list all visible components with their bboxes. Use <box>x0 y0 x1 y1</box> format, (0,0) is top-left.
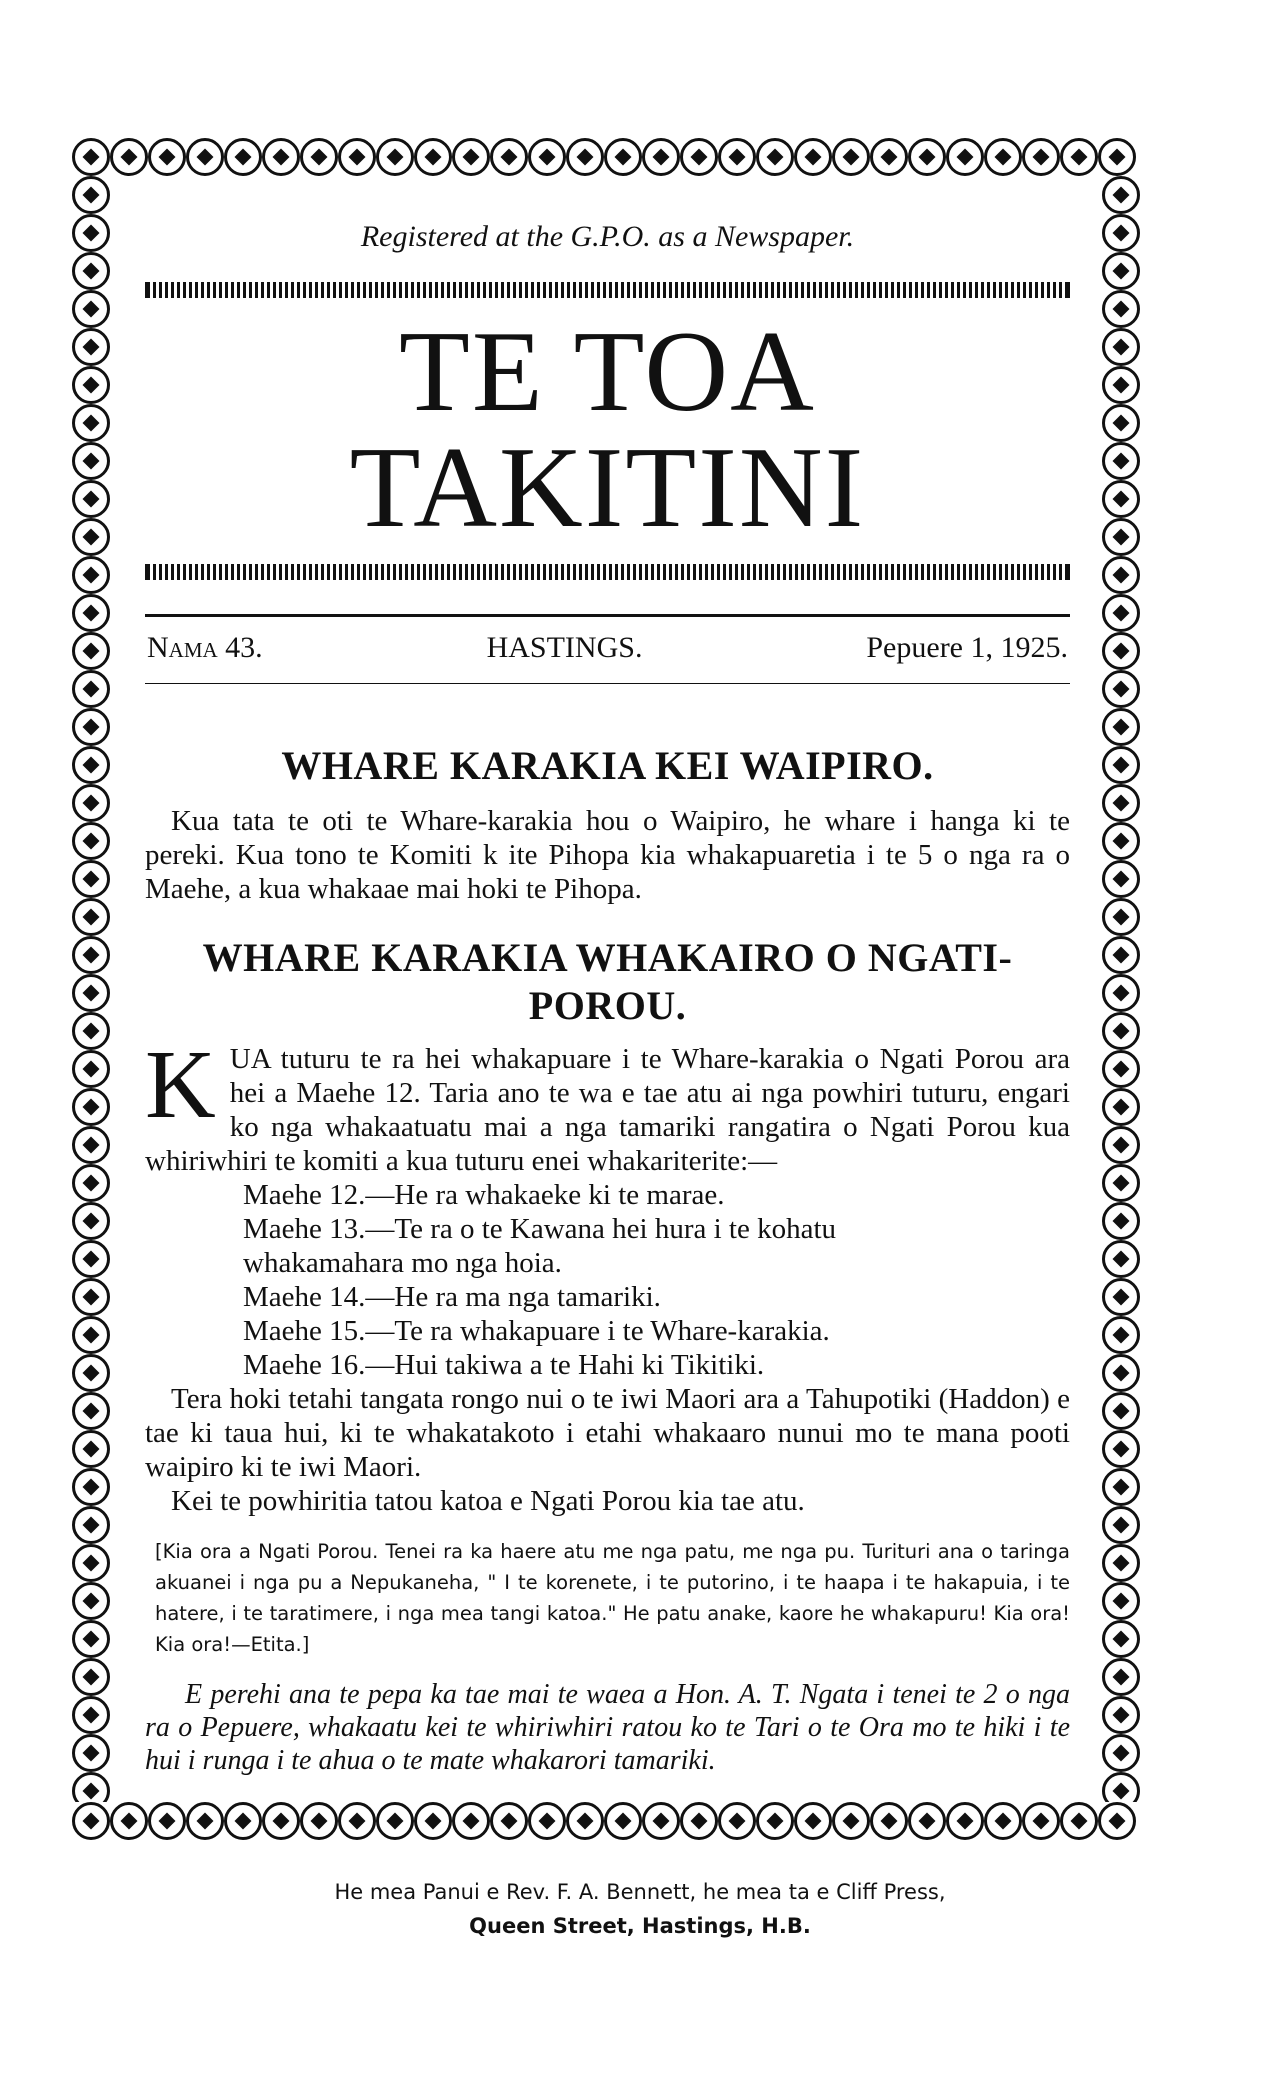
border-ornament-icon <box>1102 1164 1140 1202</box>
border-ornament-icon <box>72 442 110 480</box>
border-ornament-icon <box>72 518 110 556</box>
border-ornament-icon <box>984 138 1022 176</box>
border-ornament-icon <box>528 138 566 176</box>
border-ornament-icon <box>566 1802 604 1840</box>
border-ornament-icon <box>72 822 110 860</box>
border-ornament-icon <box>72 480 110 518</box>
border-ornament-icon <box>72 1696 110 1734</box>
issue-place: HASTINGS. <box>486 631 643 664</box>
border-ornament-icon <box>148 1802 186 1840</box>
border-ornament-icon <box>186 1802 224 1840</box>
article2-schedule <box>145 1178 1070 1382</box>
imprint-footer <box>0 1875 1280 1943</box>
border-ornament-icon <box>1102 404 1140 442</box>
border-ornament-icon <box>1060 1802 1098 1840</box>
imprint-line-2: Queen Street, Hastings, H.B. <box>469 1914 811 1938</box>
schedule-item: Maehe 15.—Te ra whakapuare i te Whare-karakia. <box>243 1315 830 1347</box>
border-ornament-icon <box>1102 1468 1140 1506</box>
border-ornament-icon <box>72 1126 110 1164</box>
border-ornament-icon <box>72 1240 110 1278</box>
border-ornament-icon <box>1022 1802 1060 1840</box>
border-ornament-icon <box>1102 480 1140 518</box>
border-ornament-icon <box>72 1316 110 1354</box>
border-ornament-icon <box>72 1544 110 1582</box>
article2-lead-paragraph <box>145 1031 1070 1178</box>
border-ornament-icon <box>1102 708 1140 746</box>
border-ornament-icon <box>72 1772 110 1802</box>
schedule-item: Maehe 16.—Hui takiwa a te Hahi ki Tikitiki. <box>243 1349 765 1381</box>
border-ornament-icon <box>72 366 110 404</box>
border-ornament-icon <box>1102 670 1140 708</box>
border-ornament-icon <box>680 138 718 176</box>
border-ornament-icon <box>300 1802 338 1840</box>
border-ornament-icon <box>718 1802 756 1840</box>
border-ornament-icon <box>1102 1088 1140 1126</box>
border-ornament-icon <box>1102 1012 1140 1050</box>
border-ornament-icon <box>72 974 110 1012</box>
border-ornament-icon <box>1102 328 1140 366</box>
editor-note: [Kia ora a Ngati Porou. Tenei ra ka haere atu me nga patu, me nga pu. Turituri ana o taringa akuanei i nga pu a Nepukaneha, " I te korenete, i te putorino, i te haapa i te hakapuia, i te hatere, i te taratimere, i nga mea tangi katoa." He patu anake, kaore he whakapuru! Kia ora! Kia ora!—Etita.] <box>155 1540 1070 1656</box>
border-ornament-icon <box>1102 1316 1140 1354</box>
masthead-top-rule <box>145 282 1070 298</box>
border-ornament-icon <box>1102 518 1140 556</box>
border-ornament-icon <box>72 1582 110 1620</box>
border-ornament-icon <box>72 1012 110 1050</box>
border-ornament-icon <box>908 1802 946 1840</box>
border-ornament-icon <box>72 176 110 214</box>
border-ornament-icon <box>490 138 528 176</box>
border-ornament-icon <box>72 404 110 442</box>
border-ornament-icon <box>72 746 110 784</box>
top-ornament-border <box>72 138 1140 176</box>
border-ornament-icon <box>72 290 110 328</box>
border-ornament-icon <box>1102 1354 1140 1392</box>
border-ornament-icon <box>72 1354 110 1392</box>
border-ornament-icon <box>1102 1202 1140 1240</box>
border-ornament-icon <box>72 1620 110 1658</box>
border-ornament-icon <box>1102 1050 1140 1088</box>
border-ornament-icon <box>110 1802 148 1840</box>
issue-number: Nama 43. <box>147 631 263 664</box>
border-ornament-icon <box>72 328 110 366</box>
border-ornament-icon <box>1102 784 1140 822</box>
border-ornament-icon <box>794 138 832 176</box>
border-ornament-icon <box>1102 1582 1140 1620</box>
border-ornament-icon <box>338 138 376 176</box>
bottom-ornament-border <box>72 1802 1140 1840</box>
article1-body: Kua tata te oti te Whare-karakia hou o Waipiro, he whare i hanga ki te pereki. Kua tono te Komiti k ite Pihopa kia whakapuaretia i te 5 o nga ra o Maehe, a kua whakaae mai hoki te Pihopa. <box>145 805 1070 905</box>
border-ornament-icon <box>72 1164 110 1202</box>
border-ornament-icon <box>72 1802 110 1840</box>
border-ornament-icon <box>1102 746 1140 784</box>
border-ornament-icon <box>1102 822 1140 860</box>
border-ornament-icon <box>680 1802 718 1840</box>
border-ornament-icon <box>1102 1620 1140 1658</box>
border-ornament-icon <box>1098 138 1136 176</box>
border-ornament-icon <box>1102 252 1140 290</box>
border-ornament-icon <box>338 1802 376 1840</box>
left-ornament-border <box>72 176 110 1802</box>
issue-bottom-rule <box>145 683 1070 684</box>
border-ornament-icon <box>72 1506 110 1544</box>
border-ornament-icon <box>376 1802 414 1840</box>
border-ornament-icon <box>566 138 604 176</box>
border-ornament-icon <box>946 1802 984 1840</box>
border-ornament-icon <box>376 138 414 176</box>
border-ornament-icon <box>1102 290 1140 328</box>
border-ornament-icon <box>72 594 110 632</box>
border-ornament-icon <box>186 138 224 176</box>
border-ornament-icon <box>604 138 642 176</box>
border-ornament-icon <box>1102 214 1140 252</box>
border-ornament-icon <box>528 1802 566 1840</box>
border-ornament-icon <box>262 138 300 176</box>
border-ornament-icon <box>984 1802 1022 1840</box>
article1-title: WHARE KARAKIA KEI WAIPIRO. <box>281 743 934 788</box>
article2-para3: Kei te powhiritia tatou katoa e Ngati Porou kia tae atu. <box>171 1485 805 1517</box>
article2-para2: Tera hoki tetahi tangata rongo nui o te iwi Maori ara a Tahupotiki (Haddon) e tae ki taua hui, ki te whakatakoto i etahi whakaaro nunui mo te mana pooti waipiro ki te iwi Maori. <box>145 1383 1070 1483</box>
border-ornament-icon <box>604 1802 642 1840</box>
border-ornament-icon <box>642 138 680 176</box>
border-ornament-icon <box>72 1050 110 1088</box>
border-ornament-icon <box>224 1802 262 1840</box>
registered-notice: Registered at the G.P.O. as a Newspaper. <box>360 220 855 253</box>
border-ornament-icon <box>72 252 110 290</box>
border-ornament-icon <box>1102 366 1140 404</box>
border-ornament-icon <box>414 138 452 176</box>
border-ornament-icon <box>1102 1696 1140 1734</box>
stop-press-note: E perehi ana te pepa ka tae mai te waea a Hon. A. T. Ngata i tenei te 2 o nga ra o Pepuere, whakaatu kei te whiriwhiri ratou ko te Tari o te Ora mo te hiki i te hui i runga i te ahua o te mate whakarori tamariki. <box>145 1679 1070 1776</box>
border-ornament-icon <box>72 670 110 708</box>
border-ornament-icon <box>148 138 186 176</box>
border-ornament-icon <box>224 138 262 176</box>
border-ornament-icon <box>1102 1544 1140 1582</box>
border-ornament-icon <box>490 1802 528 1840</box>
border-ornament-icon <box>756 1802 794 1840</box>
article2-title: WHARE KARAKIA WHAKAIRO O NGATI-POROU. <box>202 935 1013 1028</box>
border-ornament-icon <box>1102 1734 1140 1772</box>
border-ornament-icon <box>110 138 148 176</box>
border-ornament-icon <box>1060 138 1098 176</box>
border-ornament-icon <box>72 860 110 898</box>
border-ornament-icon <box>794 1802 832 1840</box>
border-ornament-icon <box>1102 1772 1140 1802</box>
border-ornament-icon <box>718 138 756 176</box>
border-ornament-icon <box>870 138 908 176</box>
border-ornament-icon <box>72 1430 110 1468</box>
border-ornament-icon <box>452 138 490 176</box>
border-ornament-icon <box>72 1658 110 1696</box>
border-ornament-icon <box>1102 594 1140 632</box>
border-ornament-icon <box>300 138 338 176</box>
border-ornament-icon <box>870 1802 908 1840</box>
border-ornament-icon <box>756 138 794 176</box>
masthead-title: TE TOA TAKITINI <box>349 308 866 552</box>
border-ornament-icon <box>1102 556 1140 594</box>
border-ornament-icon <box>642 1802 680 1840</box>
border-ornament-icon <box>1102 936 1140 974</box>
border-ornament-icon <box>1102 1126 1140 1164</box>
issue-line <box>145 617 1070 683</box>
border-ornament-icon <box>1102 1506 1140 1544</box>
border-ornament-icon <box>72 898 110 936</box>
schedule-item: Maehe 12.—He ra whakaeke ki te marae. <box>243 1179 725 1211</box>
border-ornament-icon <box>1102 632 1140 670</box>
schedule-item: Maehe 13.—Te ra o te Kawana hei hura i te kohatu <box>243 1213 837 1245</box>
border-ornament-icon <box>72 1202 110 1240</box>
border-ornament-icon <box>1102 176 1140 214</box>
border-ornament-icon <box>72 556 110 594</box>
border-ornament-icon <box>72 1278 110 1316</box>
schedule-item: Maehe 14.—He ra ma nga tamariki. <box>243 1281 661 1313</box>
border-ornament-icon <box>72 1392 110 1430</box>
border-ornament-icon <box>72 936 110 974</box>
page-content <box>145 200 1070 1777</box>
article2-dropcap: K <box>145 1031 216 1139</box>
border-ornament-icon <box>1102 1278 1140 1316</box>
imprint-line-1: He mea Panui e Rev. F. A. Bennett, he mea ta e Cliff Press, <box>334 1880 946 1904</box>
schedule-item-continuation: whakamahara mo nga hoia. <box>243 1247 562 1279</box>
border-ornament-icon <box>1102 1430 1140 1468</box>
border-ornament-icon <box>72 1468 110 1506</box>
border-ornament-icon <box>72 138 110 176</box>
border-ornament-icon <box>72 632 110 670</box>
border-ornament-icon <box>832 138 870 176</box>
border-ornament-icon <box>262 1802 300 1840</box>
border-ornament-icon <box>414 1802 452 1840</box>
border-ornament-icon <box>1102 1392 1140 1430</box>
border-ornament-icon <box>1102 974 1140 1012</box>
border-ornament-icon <box>72 214 110 252</box>
border-ornament-icon <box>832 1802 870 1840</box>
border-ornament-icon <box>1102 1240 1140 1278</box>
issue-date: Pepuere 1, 1925. <box>866 631 1068 664</box>
border-ornament-icon <box>452 1802 490 1840</box>
border-ornament-icon <box>1102 898 1140 936</box>
border-ornament-icon <box>908 138 946 176</box>
masthead-bottom-rule <box>145 564 1070 580</box>
border-ornament-icon <box>72 1734 110 1772</box>
right-ornament-border <box>1102 176 1140 1802</box>
border-ornament-icon <box>1098 1802 1136 1840</box>
border-ornament-icon <box>1102 1658 1140 1696</box>
border-ornament-icon <box>1102 442 1140 480</box>
border-ornament-icon <box>72 784 110 822</box>
border-ornament-icon <box>1102 860 1140 898</box>
border-ornament-icon <box>72 1088 110 1126</box>
article2-lead: UA tuturu te ra hei whakapuare i te Whare-karakia o Ngati Porou ara hei a Maehe 12. Taria ano te wa e tae atu ai nga powhiri tuturu, engari ko nga whakaatuatu mai a nga tamariki rangatira o Ngati Porou kua whiriwhiri te komiti a kua tuturu enei whakariterite:— <box>145 1043 1070 1177</box>
border-ornament-icon <box>72 708 110 746</box>
border-ornament-icon <box>946 138 984 176</box>
border-ornament-icon <box>1022 138 1060 176</box>
